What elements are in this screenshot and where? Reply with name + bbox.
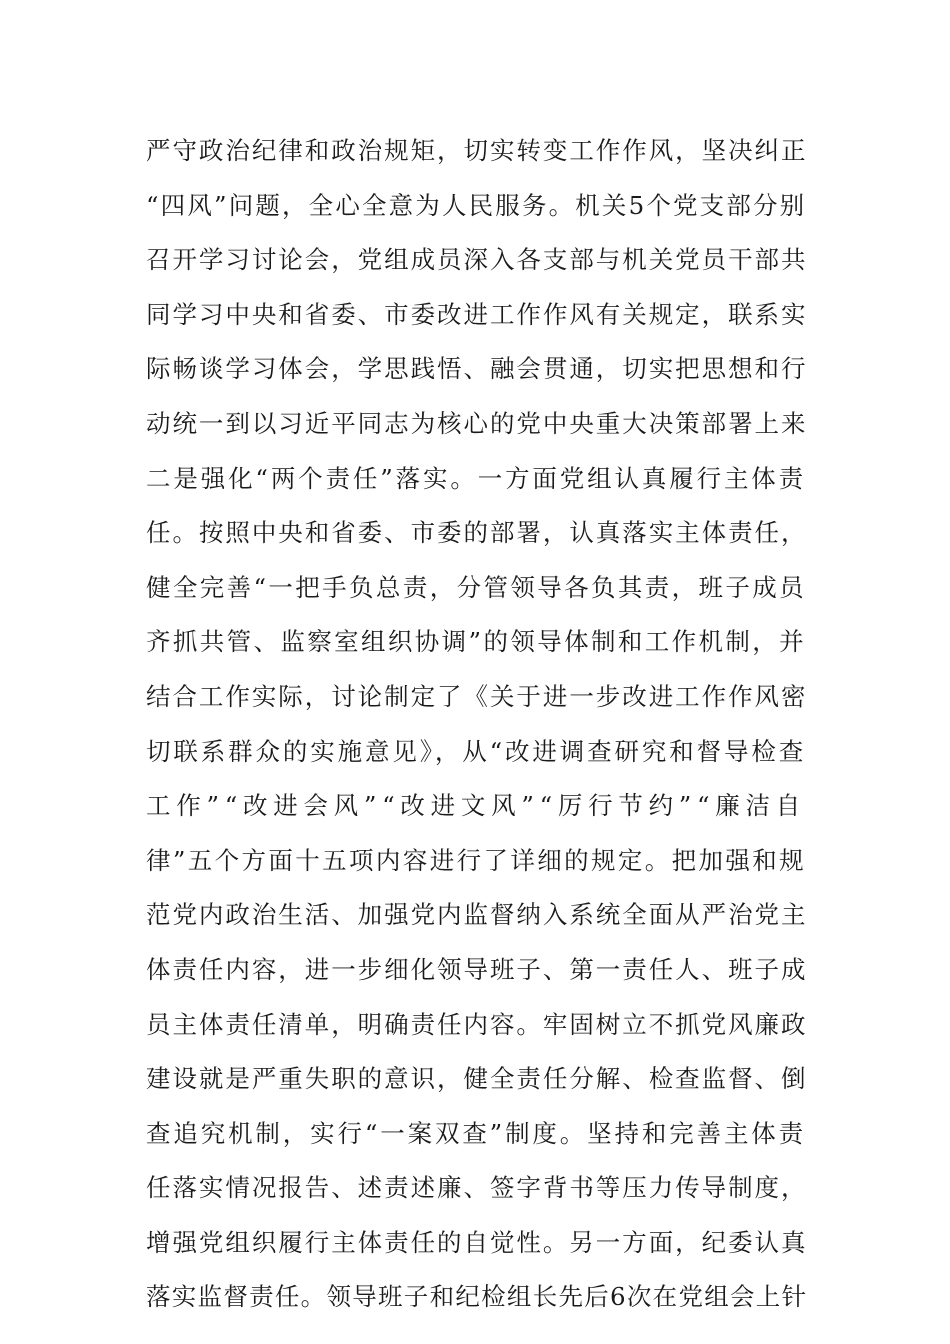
text-line: 查追究机制，实行“一案双查”制度。坚持和完善主体责: [146, 1118, 806, 1148]
body-paragraph: [146, 124, 806, 1325]
text-line: 际畅谈学习体会，学思践悟、融会贯通，切实把思想和行: [146, 354, 808, 384]
text-line: 体责任内容，进一步细化领导班子、第一责任人、班子成: [146, 954, 808, 984]
text-line: 任落实情况报告、述责述廉、签字背书等压力传导制度，: [146, 1173, 808, 1203]
text-line: 落实监督责任。领导班子和纪检组长先后6次在党组会上针: [146, 1282, 808, 1312]
text-line: 工作”“改进会风”“改进文风”“厉行节约”“廉洁自: [146, 791, 806, 821]
text-line: 切联系群众的实施意见》，从“改进调查研究和督导检查: [146, 736, 807, 766]
text-line: 严守政治纪律和政治规矩，切实转变工作作风，坚决纠正: [146, 136, 808, 165]
text-line: “四风”问题，全心全意为人民服务。机关5个党支部分别: [146, 190, 807, 220]
text-line: 增强党组织履行主体责任的自觉性。另一方面，纪委认真: [146, 1227, 808, 1257]
text-line: 建设就是严重失职的意识，健全责任分解、检查监督、倒: [146, 1064, 808, 1094]
text-line: 动统一到以习近平同志为核心的党中央重大决策部署上来: [146, 408, 808, 438]
text-line: 齐抓共管、监察室组织协调”的领导体制和工作机制，并: [146, 627, 806, 657]
text-line: 召开学习讨论会，党组成员深入各支部与机关党员干部共: [146, 245, 808, 275]
text-line: 任。按照中央和省委、市委的部署，认真落实主体责任，: [146, 518, 808, 548]
text-line: 结合工作实际，讨论制定了《关于进一步改进工作作风密: [146, 681, 808, 711]
text-line: 范党内政治生活、加强党内监督纳入系统全面从严治党主: [146, 900, 808, 930]
text-line: 二是强化“两个责任”落实。一方面党组认真履行主体责: [146, 463, 806, 493]
text-line: 律”五个方面十五项内容进行了详细的规定。把加强和规: [146, 845, 806, 875]
text-line: 同学习中央和省委、市委改进工作作风有关规定，联系实: [146, 299, 808, 329]
text-line: 健全完善“一把手负总责，分管领导各负其责，班子成员: [146, 572, 806, 602]
text-line: 员主体责任清单，明确责任内容。牢固树立不抓党风廉政: [146, 1009, 808, 1039]
